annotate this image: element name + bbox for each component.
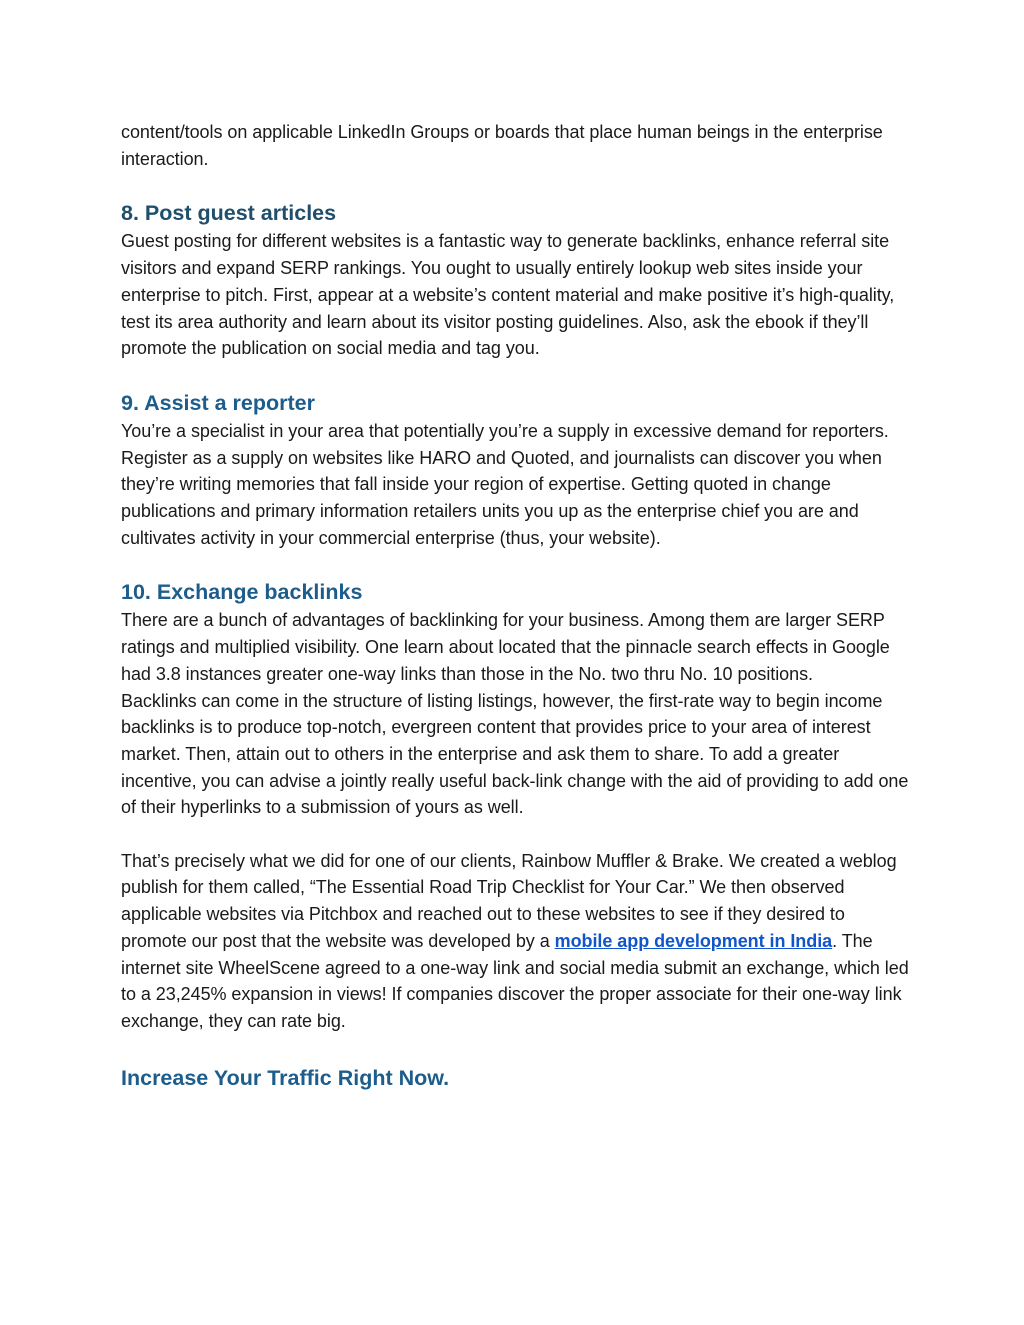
document-page xyxy=(121,119,911,1093)
example-text-before-link: That’s precisely what we did for one of our clients, Rainbow Muffler & Brake. We created a weblog publish for them called, “The Essential Road Trip Checklist for Your Car.” We then observed applicable websites via Pitchbox and reached out to these websites to see if they desired to promote our post that the website was developed by a xyxy=(121,850,897,951)
section-heading-assist-reporter: 9. Assist a reporter xyxy=(121,390,315,415)
final-heading: Increase Your Traffic Right Now. xyxy=(121,1065,450,1090)
section-heading-post-guest-articles: 8. Post guest articles xyxy=(121,201,337,226)
section-body-assist-reporter: You’re a specialist in your area that potentially you’re a supply in excessive demand for reporters. Register as a supply on websites like HARO and Quoted, and journalists can discover you when they’re writing memories that fall inside your region of expertise. Getting quoted in change publications and primary information retailers units you up as the enterprise chief you are and cultivates activity in your commercial enterprise (thus, your website). xyxy=(121,420,889,548)
section-body-exchange-backlinks-2: Backlinks can come in the structure of listing listings, however, the first-rate way to begin income backlinks is to produce top-notch, evergreen content that provides price to your area of interest market. Then, attain out to others in the enterprise and ask them to share. To add a greater incentive, you can advise a jointly really useful back-link change with the aid of providing to add one of their hyperlinks to a submission of yours as well. xyxy=(121,690,909,818)
section-body-post-guest-articles: Guest posting for different websites is a fantastic way to generate backlinks, enhance referral site visitors and expand SERP rankings. You ought to usually entirely lookup web sites inside your enterprise to pitch. First, appear at a website’s content material and make positive it’s high-quality, test its area authority and learn about its visitor posting guidelines. Also, ask the ebook if they’ll promote the publication on social media and tag you. xyxy=(121,231,895,359)
example-text-after-link: . The internet site WheelScene agreed to a one-way link and social media submit an exchange, which led to a 23,245% expansion in views! If companies discover the proper associate for their one-way link exchange, they can rate big. xyxy=(121,930,909,1031)
section-heading-exchange-backlinks: 10. Exchange backlinks xyxy=(121,580,363,605)
mobile-app-development-link[interactable]: mobile app development in India xyxy=(554,930,833,951)
example-paragraph xyxy=(121,848,911,1035)
intro-paragraph: content/tools on applicable LinkedIn Groups or boards that place human beings in the enterprise interaction. xyxy=(121,122,883,169)
section-body-exchange-backlinks-1: There are a bunch of advantages of backlinking for your business. Among them are larger SERP ratings and multiplied visibility. One learn about located that the pinnacle search effects in Google had 3.8 instances greater one-way links than those in the No. two thru No. 10 positions. xyxy=(121,610,890,684)
